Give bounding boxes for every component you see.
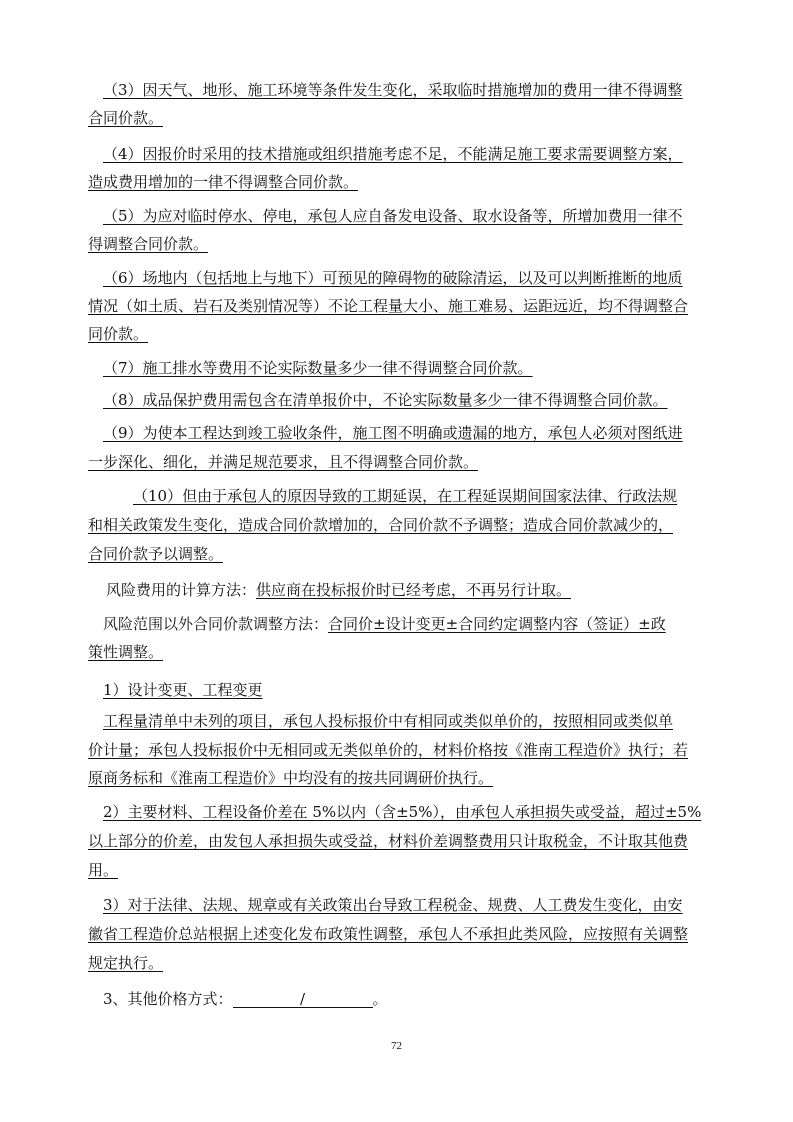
item-1-line-3: 原商务标和《淮南工程造价》中均没有的按共同调研价执行。: [88, 769, 494, 787]
clause-5-line-2: 得调整合同价款。: [88, 235, 209, 253]
item-3-line-2: 徽省工程造价总站根据上述变化发布政策性调整，承包人不承担此类风险，应按照有关调整: [88, 925, 689, 943]
clause-3-line-1: （3）因天气、地形、施工环境等条件发生变化，采取临时措施增加的费用一律不得调整: [103, 81, 683, 99]
other-price-end: 。: [372, 990, 388, 1008]
item-3-line-3: 规定执行。: [88, 954, 164, 972]
risk-calc-row: [106, 580, 728, 600]
item-3-line-1: 3）对于法律、法规、规章或有关政策出台导致工程税金、规费、人工费发生变化，由安: [103, 896, 683, 914]
clause-4-line-2: 造成费用增加的一律不得调整合同价款。: [88, 173, 359, 191]
other-price-row: [103, 989, 728, 1009]
clause-4-line-1: （4）因报价时采用的技术措施或组织措施考虑不足，不能满足施工要求需要调整方案，: [103, 145, 683, 163]
risk-adjust-value: 合同价±设计变更±合同约定调整内容（签证）±政: [328, 615, 666, 633]
risk-adjust-line-2: 策性调整。: [88, 643, 164, 661]
item-1-line-1: 工程量清单中未列的项目，承包人投标报价中有相同或类似单价的，按照相同或类似单: [103, 712, 674, 730]
clause-6-line-1: （6）场地内（包括地上与地下）可预见的障碍物的破除清运，以及可以判断推断的地质: [103, 269, 683, 287]
item-2-line-2: 以上部分的价差，由发包人承担损失或受益，材料价差调整费用只计取税金，不计取其他费: [88, 832, 689, 850]
item-1-line-2: 价计量；承包人投标报价中无相同或无类似单价的，材料价格按《淮南工程造价》执行；若: [88, 741, 689, 759]
clause-5-line-1: （5）为应对临时停水、停电，承包人应自备发电设备、取水设备等，所增加费用一律不: [103, 207, 683, 225]
clause-6-line-2: 情况（如土质、岩石及类别情况等）不论工程量大小、施工难易、运距远近，均不得调整合: [88, 297, 689, 315]
item-2-line-3: 用。: [88, 861, 119, 879]
risk-calc-value: 供应商在投标报价时已经考虑，不再另行计取。: [256, 581, 572, 599]
clause-10-line-3: 合同价款予以调整。: [88, 545, 224, 563]
clause-6-line-3: 同价款。: [88, 325, 149, 343]
item-1-title: 1）设计变更、工程变更: [103, 681, 263, 699]
clause-7-line-1: （7）施工排水等费用不论实际数量多少一律不得调整合同价款。: [103, 359, 533, 377]
clause-9-line-2: 一步深化、细化，并满足规范要求，且不得调整合同价款。: [88, 453, 479, 471]
risk-calc-label: 风险费用的计算方法：: [106, 581, 257, 599]
risk-adjust-row: [103, 614, 728, 634]
clause-10-line-2: 和相关政策发生变化，造成合同价款增加的，合同价款不予调整；造成合同价款减少的，: [88, 516, 674, 534]
page-number: 72: [391, 1040, 402, 1052]
other-price-blank: /: [233, 989, 373, 1008]
clause-3-line-2: 合同价款。: [88, 109, 164, 127]
item-2-line-1: 2）主要材料、工程设备价差在 5%以内（含±5%），由承包人承担损失或受益，超过±5%: [103, 803, 702, 821]
clause-10-line-1: （10）但由于承包人的原因导致的工期延误，在工程延误期间国家法律、行政法规: [133, 487, 678, 505]
risk-adjust-label: 风险范围以外合同价款调整方法：: [103, 615, 329, 633]
clause-8-line-1: （8）成品保护费用需包含在清单报价中，不论实际数量多少一律不得调整合同价款。: [103, 391, 668, 409]
other-price-label: 3、其他价格方式：: [103, 990, 233, 1008]
clause-9-line-1: （9）为使本工程达到竣工验收条件，施工图不明确或遗漏的地方，承包人必须对图纸进: [103, 424, 683, 442]
